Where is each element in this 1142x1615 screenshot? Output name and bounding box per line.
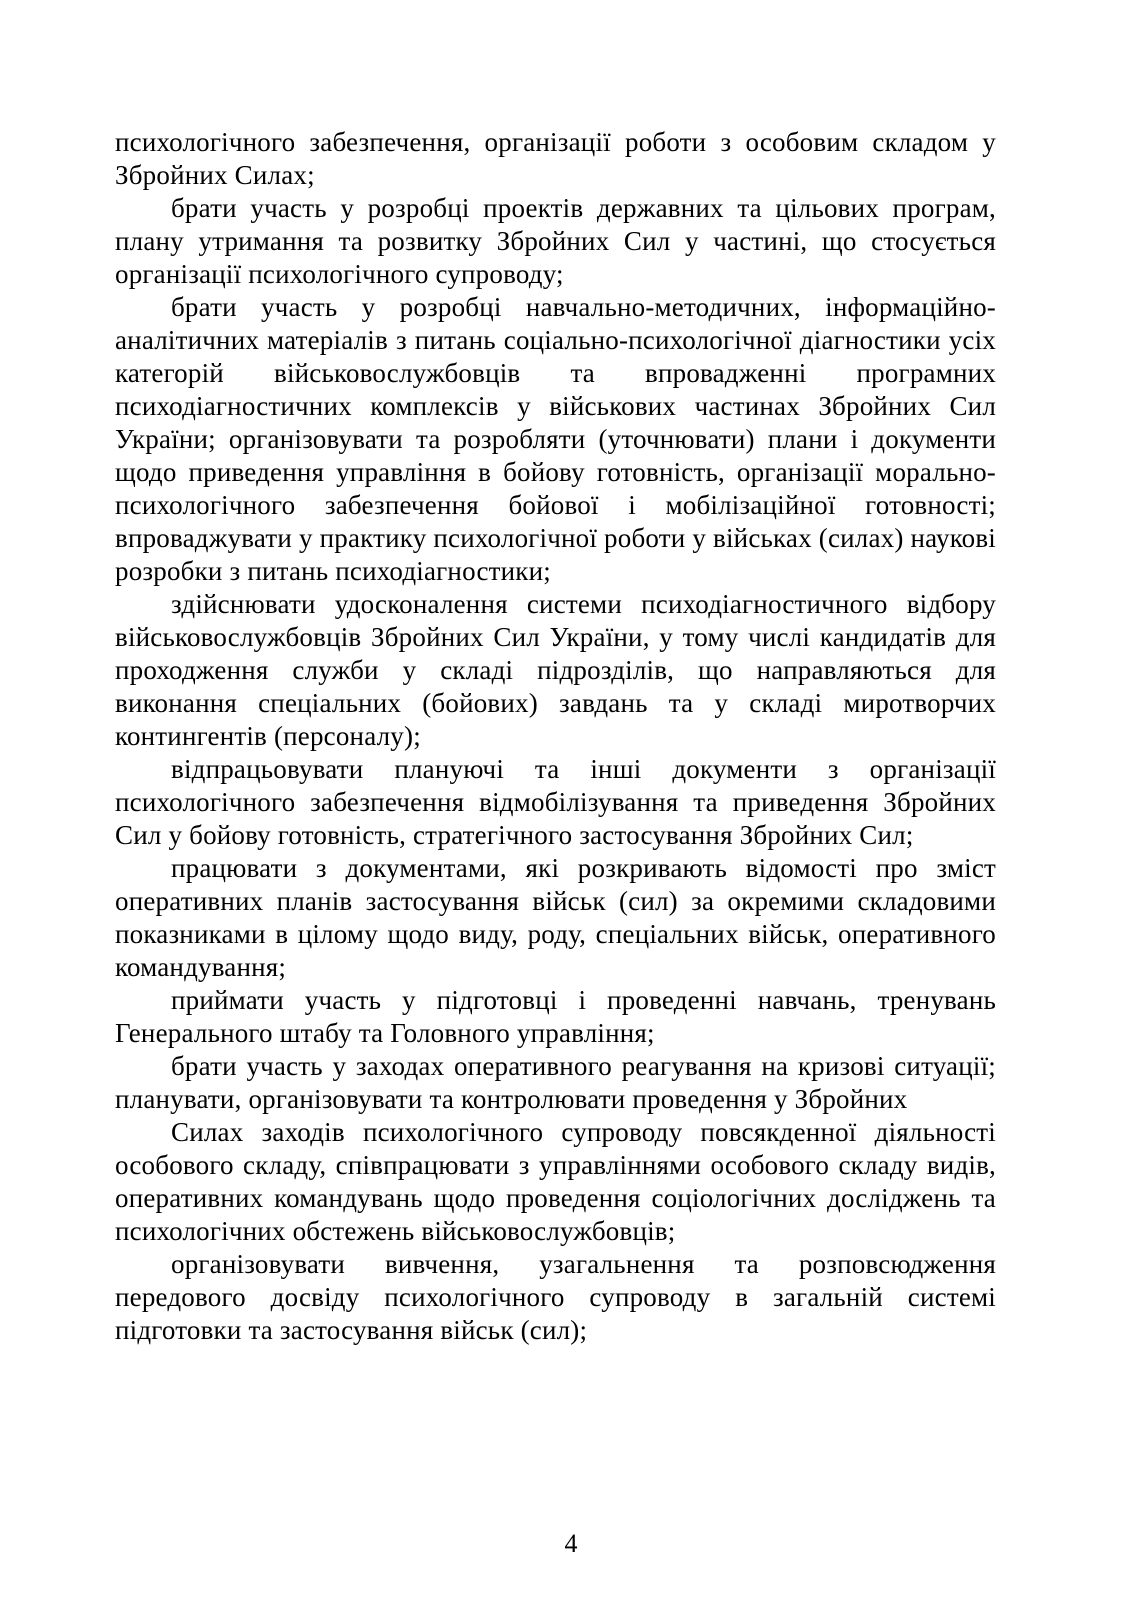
paragraph: брати участь у розробці навчально-методичних, інформаційно-аналітичних матеріалів з питань соціально-психологічної діагностики усіх категорій військовослужбовців та впровадженні програмних психодіагностичних комплексів у військових частинах Збройних Сил України; організовувати та розробляти (уточнювати) плани і документи щодо приведення управління в бойову готовність, організації морально-психологічного забезпечення бойової і мобілізаційної готовності; впроваджувати у практику психологічної роботи у військах (силах) наукові розробки з питань психодіагностики; bbox=[115, 292, 996, 586]
paragraph: приймати участь у підготовці і проведенні навчань, тренувань Генерального штабу та Головного управління; bbox=[115, 985, 996, 1048]
paragraph: психологічного забезпечення, організації роботи з особовим складом у Збройних Силах; bbox=[115, 127, 996, 190]
paragraph: відпрацьовувати плануючі та інші документи з організації психологічного забезпечення відмобілізування та приведення Збройних Сил у бойову готовність, стратегічного застосування Збройних Сил; bbox=[115, 754, 996, 850]
paragraph: організовувати вивчення, узагальнення та розповсюдження передового досвіду психологічного супроводу в загальній системі підготовки та застосування військ (сил); bbox=[115, 1249, 996, 1345]
paragraph: здійснювати удосконалення системи психодіагностичного відбору військовослужбовців Збройних Сил України, у тому числі кандидатів для проходження служби у складі підрозділів, що направляються для виконання спеціальних (бойових) завдань та у складі миротворчих контингентів (персоналу); bbox=[115, 589, 996, 751]
paragraph: працювати з документами, які розкривають відомості про зміст оперативних планів застосування військ (сил) за окремими складовими показниками в цілому щодо виду, роду, спеціальних військ, оперативного командування; bbox=[115, 853, 996, 982]
paragraph: Силах заходів психологічного супроводу повсякденної діяльності особового складу, співпрацювати з управліннями особового складу видів, оперативних командувань щодо проведення соціологічних досліджень та психологічних обстежень військовослужбовців; bbox=[115, 1117, 996, 1246]
page-number: 4 bbox=[564, 1529, 578, 1558]
paragraph: брати участь у розробці проектів державних та цільових програм, плану утримання та розвитку Збройних Сил у частині, що стосується організації психологічного супроводу; bbox=[115, 193, 996, 289]
paragraph: брати участь у заходах оперативного реагування на кризові ситуації; планувати, організовувати та контролювати проведення у Збройних bbox=[115, 1051, 996, 1114]
text-block bbox=[115, 126, 996, 1347]
